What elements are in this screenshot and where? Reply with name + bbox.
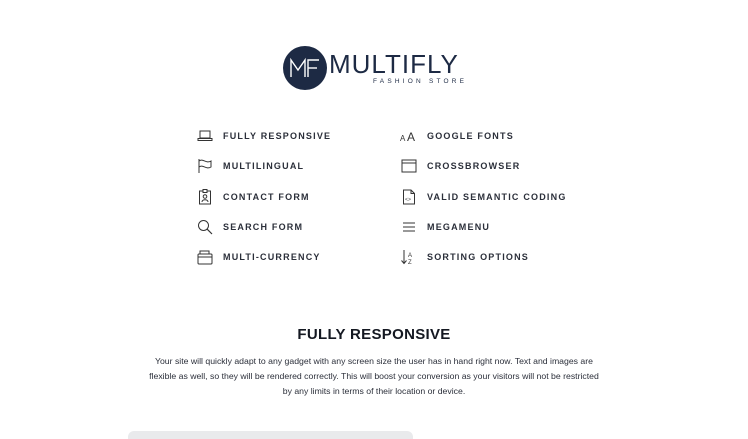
contact-badge-icon xyxy=(196,188,214,206)
browser-window-icon xyxy=(400,157,418,175)
wallet-icon xyxy=(196,248,214,266)
feature-multilingual xyxy=(196,154,304,178)
svg-text:A: A xyxy=(400,134,406,143)
brand-logo[interactable] xyxy=(283,46,467,90)
feature-label: MULTI-CURRENCY xyxy=(223,252,321,262)
section-title: FULLY RESPONSIVE xyxy=(297,326,451,343)
svg-text:A: A xyxy=(408,253,413,259)
feature-label: VALID SEMANTIC CODING xyxy=(427,192,567,202)
feature-label: CONTACT FORM xyxy=(223,192,310,202)
feature-google-fonts xyxy=(400,124,514,148)
feature-search-form xyxy=(196,215,303,239)
flag-icon xyxy=(196,157,214,175)
feature-multi-currency xyxy=(196,245,321,269)
feature-megamenu xyxy=(400,215,490,239)
logo-monogram-circle xyxy=(283,46,327,90)
feature-list xyxy=(196,124,576,284)
menu-lines-icon xyxy=(400,218,418,236)
sort-icon xyxy=(400,248,418,266)
feature-crossbrowser xyxy=(400,154,520,178)
device-preview-frame xyxy=(128,431,413,439)
svg-text:A: A xyxy=(407,130,416,143)
feature-label: SORTING OPTIONS xyxy=(427,252,530,262)
font-size-icon xyxy=(400,127,418,145)
svg-text:<>: <> xyxy=(405,197,412,203)
feature-sorting-options xyxy=(400,245,529,269)
feature-label: MULTILINGUAL xyxy=(223,161,305,171)
monogram-icon xyxy=(288,57,322,79)
feature-label: FULLY RESPONSIVE xyxy=(223,131,332,141)
logo-text xyxy=(329,51,467,85)
svg-text:Z: Z xyxy=(408,260,412,265)
feature-valid-semantic-coding xyxy=(400,185,567,209)
feature-fully-responsive xyxy=(196,124,331,148)
feature-label: GOOGLE FONTS xyxy=(427,131,514,141)
logo-tagline: FASHION STORE xyxy=(373,78,468,85)
feature-contact-form xyxy=(196,185,310,209)
logo-name: MULTIFLY xyxy=(329,49,459,79)
feature-label: MEGAMENU xyxy=(427,222,491,232)
feature-label: SEARCH FORM xyxy=(223,222,304,232)
feature-label: CROSSBROWSER xyxy=(427,161,521,171)
section-description: Your site will quickly adapt to any gadget with any screen size the user has in hand right now. Text and images are flexible as well, so they will be rendered correctly. This will boost your conversion as your visitors will not be restricted by any limits in terms of their location or device. xyxy=(149,356,599,396)
laptop-icon xyxy=(196,127,214,145)
search-icon xyxy=(196,218,214,236)
code-file-icon xyxy=(400,188,418,206)
